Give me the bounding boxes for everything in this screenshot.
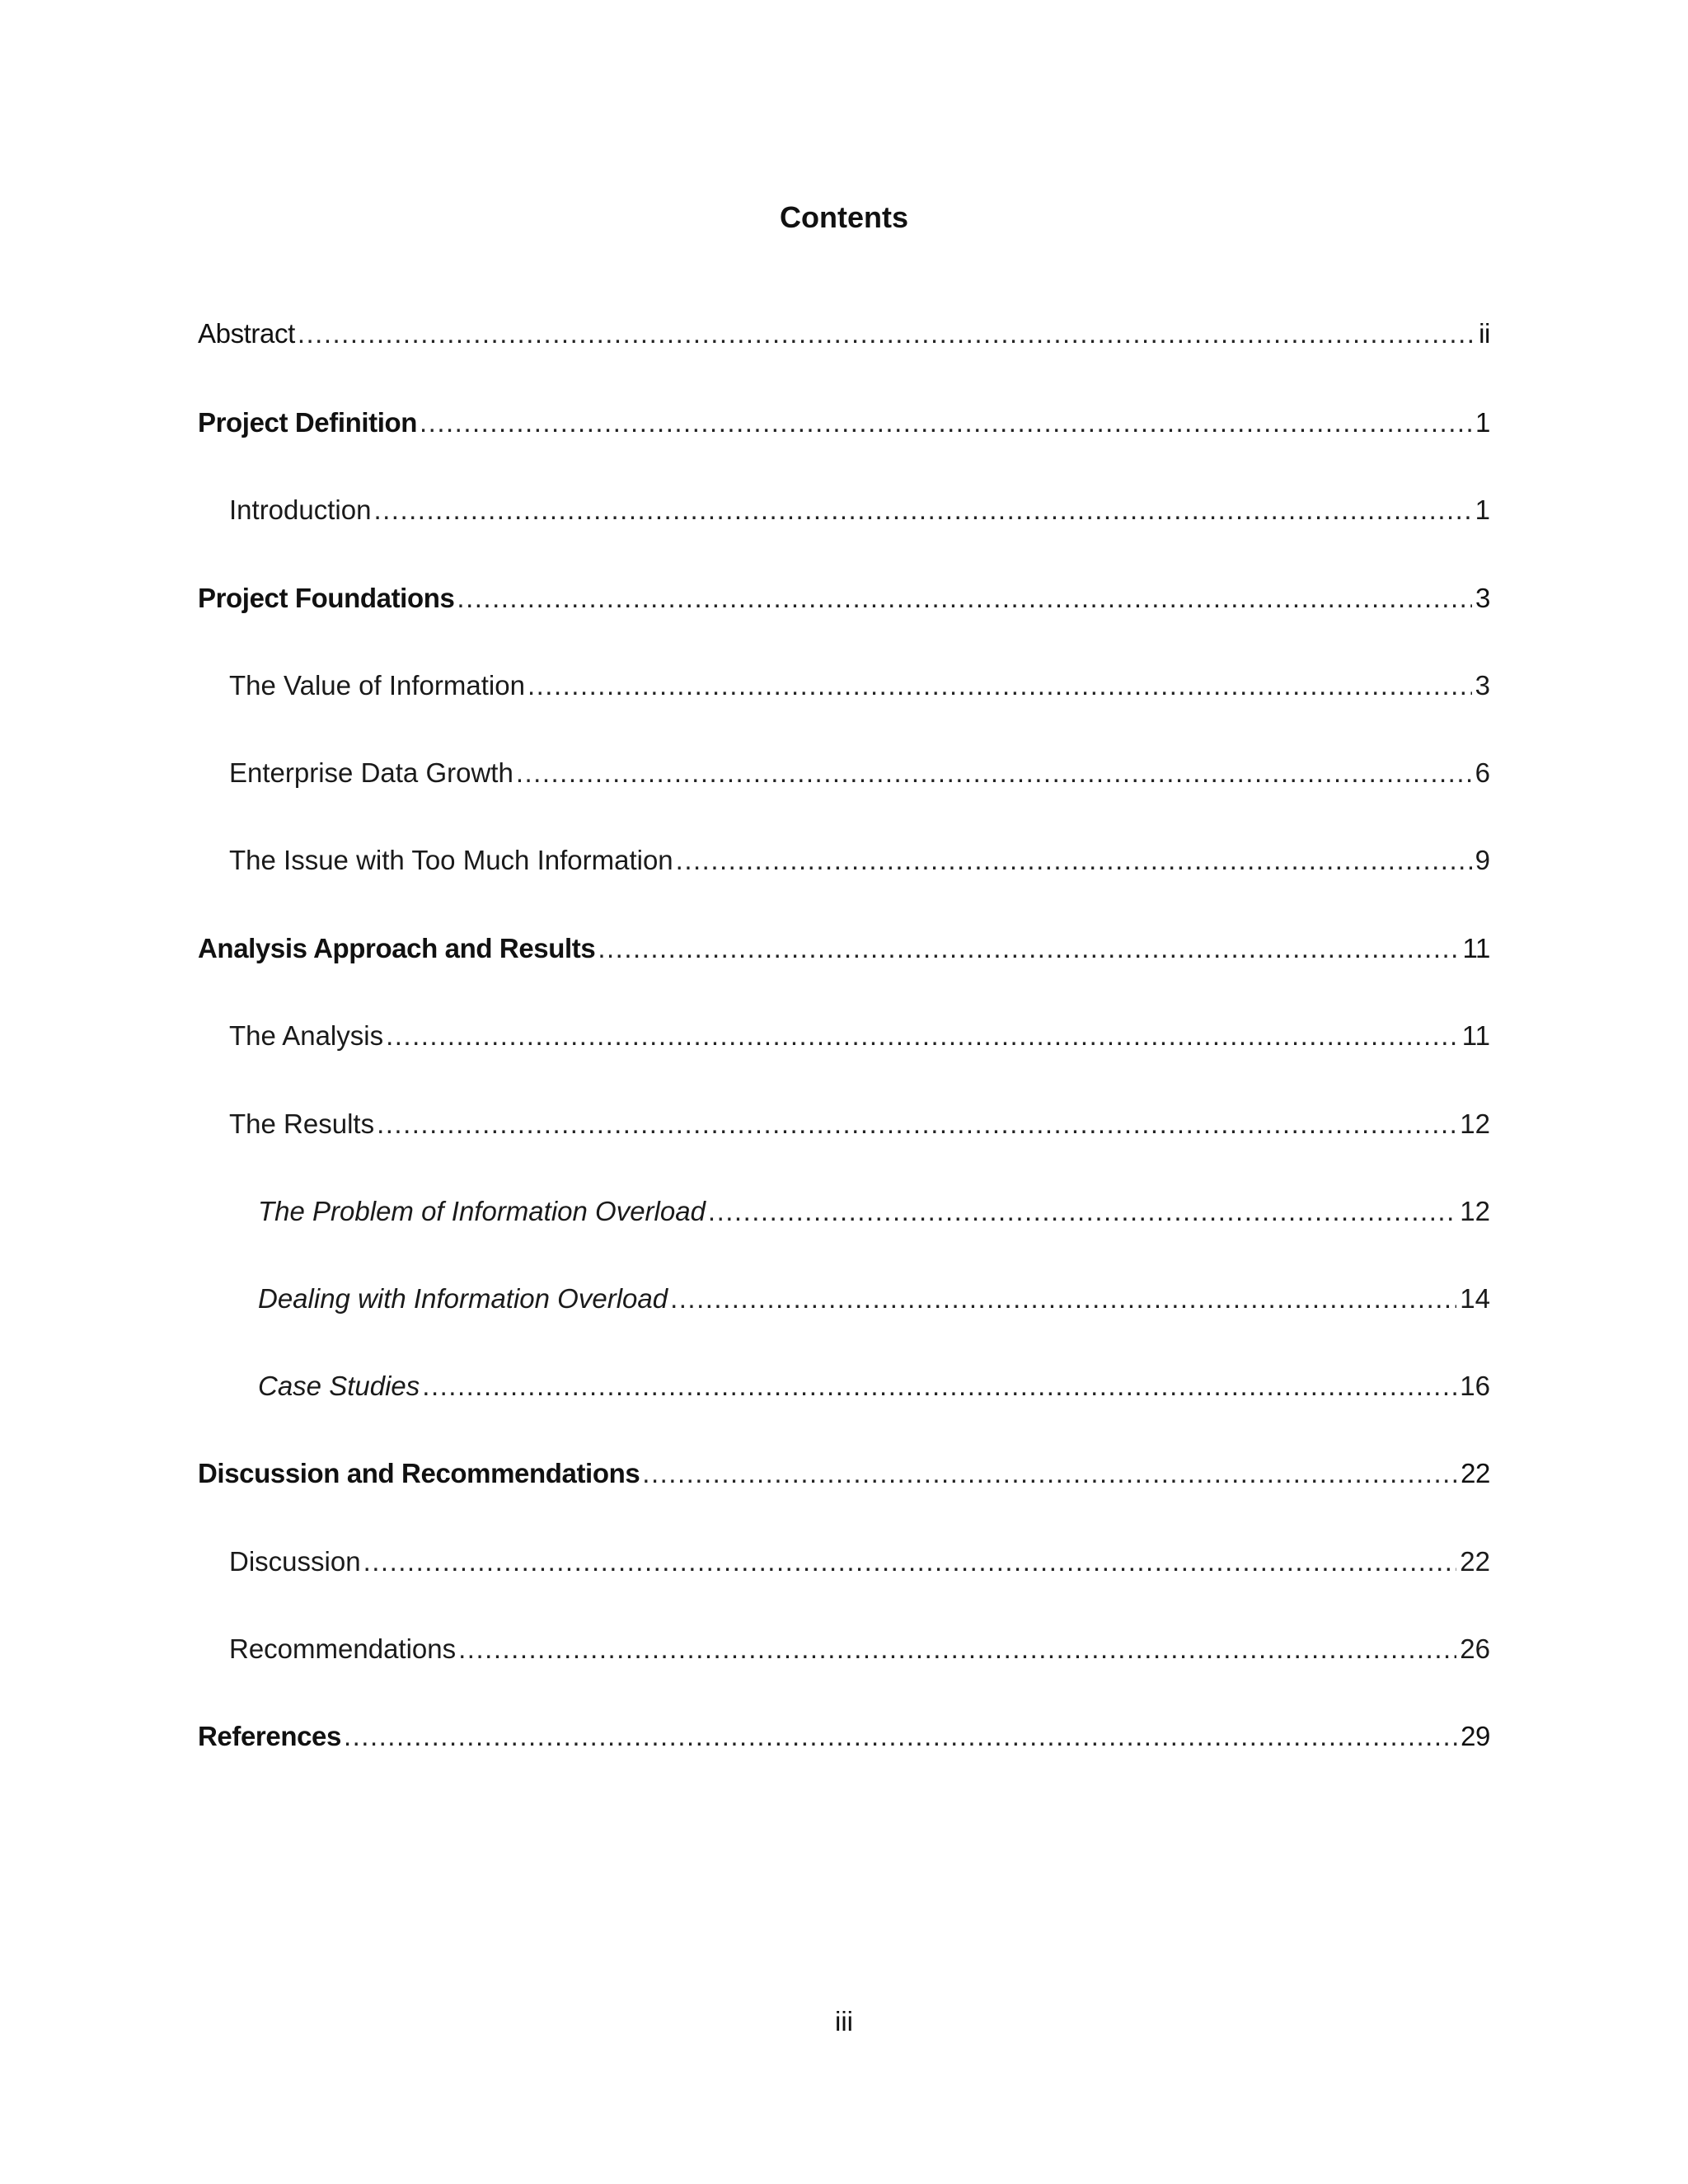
toc-entry-label: The Problem of Information Overload bbox=[258, 1196, 706, 1226]
toc-entry-label: Project Foundations bbox=[198, 583, 455, 613]
dot-leader bbox=[457, 577, 1472, 620]
toc-entry-label: The Results bbox=[229, 1108, 375, 1139]
dot-leader bbox=[377, 1103, 1456, 1146]
toc-entry-value-of-information[interactable] bbox=[229, 664, 1490, 707]
toc-entry-label: Analysis Approach and Results bbox=[198, 933, 596, 963]
toc-entry-label: Discussion bbox=[229, 1546, 361, 1577]
toc-entry-label: Recommendations bbox=[229, 1633, 457, 1664]
toc-entry-page: 14 bbox=[1460, 1283, 1490, 1314]
dot-leader bbox=[676, 839, 1472, 882]
toc-entry-page: 6 bbox=[1475, 757, 1490, 788]
dot-leader bbox=[386, 1015, 1459, 1057]
toc-entry-label: Introduction bbox=[229, 494, 372, 525]
toc-entry-references[interactable] bbox=[198, 1715, 1490, 1758]
toc-entry-page: 1 bbox=[1475, 494, 1490, 525]
toc-entry-page: 12 bbox=[1460, 1108, 1490, 1139]
dot-leader bbox=[598, 927, 1459, 970]
toc-entry-page: 3 bbox=[1475, 670, 1490, 701]
toc-entry-the-results[interactable] bbox=[229, 1103, 1490, 1146]
toc-entry-label: Case Studies bbox=[258, 1371, 420, 1401]
toc-entry-label: The Value of Information bbox=[229, 670, 525, 701]
toc-entry-discussion[interactable] bbox=[229, 1540, 1490, 1583]
toc-entry-problem-of-overload[interactable] bbox=[258, 1190, 1490, 1233]
toc-entry-recommendations[interactable] bbox=[229, 1628, 1490, 1671]
dot-leader bbox=[298, 312, 1475, 355]
toc-entry-case-studies[interactable] bbox=[258, 1365, 1490, 1408]
dot-leader bbox=[420, 401, 1472, 444]
toc-entry-introduction[interactable] bbox=[229, 489, 1490, 532]
toc-entry-label: References bbox=[198, 1721, 341, 1751]
toc-entry-the-analysis[interactable] bbox=[229, 1015, 1490, 1057]
toc-entry-project-foundations[interactable] bbox=[198, 577, 1490, 620]
toc-entry-page: 11 bbox=[1461, 1020, 1490, 1051]
toc-entry-page: ii bbox=[1479, 318, 1490, 349]
toc-entry-dealing-with-overload[interactable] bbox=[258, 1277, 1490, 1320]
toc-entry-discussion-recommendations[interactable] bbox=[198, 1452, 1490, 1495]
toc-entry-page: 16 bbox=[1460, 1371, 1490, 1401]
toc-entry-page: 11 bbox=[1462, 933, 1490, 963]
toc-entry-page: 3 bbox=[1475, 583, 1490, 613]
toc-entry-page: 1 bbox=[1475, 407, 1490, 438]
toc-entry-label: Enterprise Data Growth bbox=[229, 757, 513, 788]
toc-entry-page: 29 bbox=[1461, 1721, 1490, 1751]
toc-entry-label: Dealing with Information Overload bbox=[258, 1283, 668, 1314]
footer-page-number: iii bbox=[835, 2006, 853, 2036]
dot-leader bbox=[363, 1540, 1457, 1583]
toc-entry-page: 9 bbox=[1475, 845, 1490, 875]
toc-entry-label: Discussion and Recommendations bbox=[198, 1458, 640, 1488]
toc-entry-page: 12 bbox=[1460, 1196, 1490, 1226]
toc-entry-label: Project Definition bbox=[198, 407, 417, 438]
dot-leader bbox=[344, 1715, 1457, 1758]
dot-leader bbox=[422, 1365, 1456, 1408]
toc-entry-page: 26 bbox=[1460, 1633, 1490, 1664]
toc-entry-analysis-approach[interactable] bbox=[198, 927, 1490, 970]
dot-leader bbox=[670, 1277, 1456, 1320]
toc-entry-page: 22 bbox=[1461, 1458, 1490, 1488]
page-title: Contents bbox=[780, 200, 908, 234]
toc-entry-too-much-information[interactable] bbox=[229, 839, 1490, 882]
toc-entry-label: The Analysis bbox=[229, 1020, 384, 1051]
dot-leader bbox=[708, 1190, 1456, 1233]
toc-entry-label: Abstract bbox=[198, 318, 295, 349]
toc-entry-page: 22 bbox=[1460, 1546, 1490, 1577]
dot-leader bbox=[373, 489, 1471, 532]
toc-entry-enterprise-data-growth[interactable] bbox=[229, 752, 1490, 794]
toc-entry-project-definition[interactable] bbox=[198, 401, 1490, 444]
dot-leader bbox=[642, 1452, 1457, 1495]
toc-entry-label: The Issue with Too Much Information bbox=[229, 845, 673, 875]
toc-entry-abstract[interactable] bbox=[198, 312, 1490, 355]
dot-leader bbox=[458, 1628, 1456, 1671]
dot-leader bbox=[528, 664, 1472, 707]
dot-leader bbox=[516, 752, 1472, 794]
